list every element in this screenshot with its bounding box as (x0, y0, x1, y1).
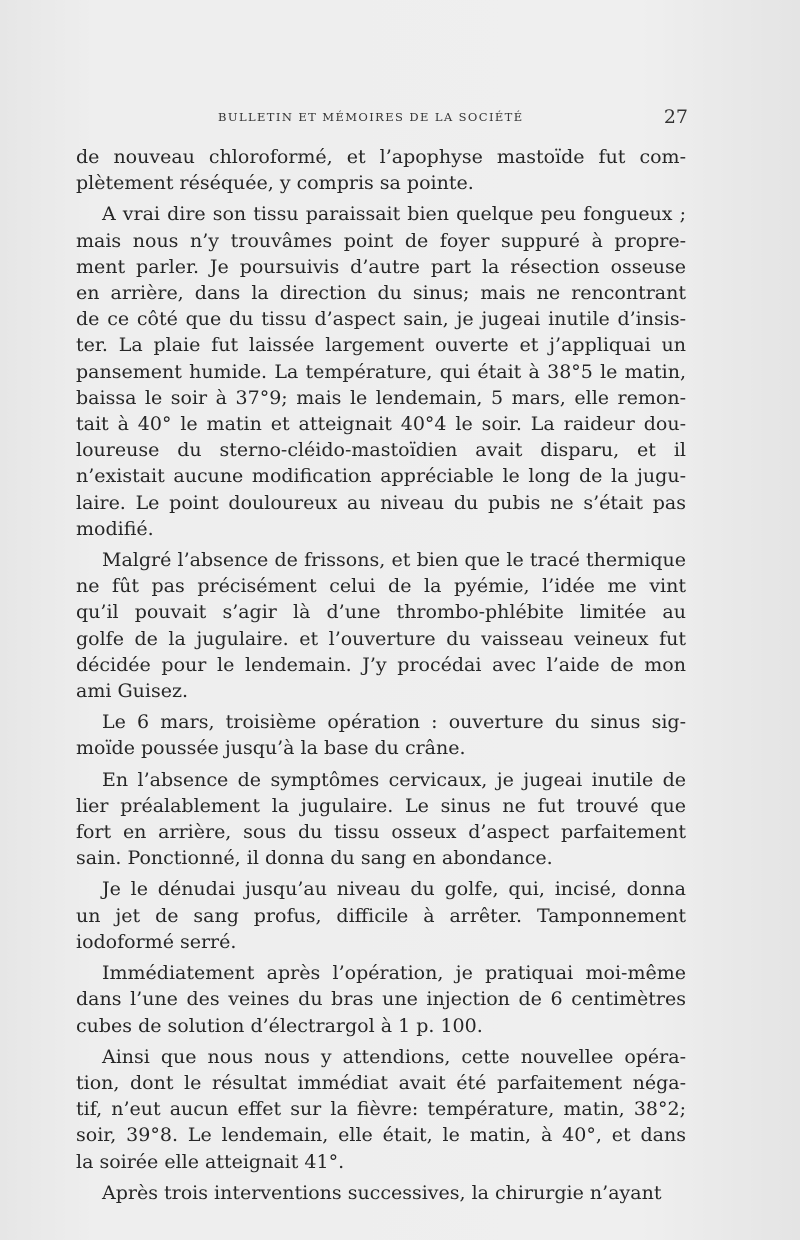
text-line: lier préalablement la jugulaire. Le sinus ne fut trouvé que (76, 794, 686, 817)
text-line: un jet de sang profus, difficile à arrêter. Tamponnement (76, 904, 686, 927)
text-line: moïde poussée jusqu’à la base du crâne. (76, 737, 466, 760)
text-line: cubes de solution d’électrargol à 1 p. 100. (76, 1014, 483, 1037)
text-line: Le 6 mars, troisième opération : ouverture du sinus sig- (102, 711, 686, 734)
text-line: décidée pour le lendemain. J’y procédai avec l’aide de mon (76, 653, 686, 676)
text-line: fort en arrière, sous du tissu osseux d’aspect parfaitement (76, 821, 686, 844)
paragraph (76, 1044, 686, 1175)
page-header (76, 106, 688, 134)
paragraph (76, 960, 686, 1039)
text-line: Après trois interventions successives, la chirurgie n’ayant (102, 1181, 662, 1204)
text-line: sain. Ponctionné, il donna du sang en abondance. (76, 847, 553, 870)
body-text (76, 144, 686, 1211)
text-line: tait à 40° le matin et atteignait 40°4 le soir. La raideur dou- (76, 413, 686, 436)
paragraph (76, 547, 686, 704)
text-line: laire. Le point douloureux au niveau du pubis ne s’était pas (76, 491, 686, 514)
text-line: baissa le soir à 37°9; mais le lendemain, 5 mars, elle remon- (76, 386, 686, 409)
text-line: dans l’une des veines du bras une injection de 6 centimètres (76, 988, 686, 1011)
text-line: en arrière, dans la direction du sinus; mais ne rencontrant (76, 282, 686, 305)
text-line: qu’il pouvait s’agir là d’une thrombo-phlébite limitée au (76, 601, 686, 624)
text-line: loureuse du sterno-cléido-mastoïdien avait disparu, et il (76, 439, 686, 462)
text-line: En l’absence de symptômes cervicaux, je jugeai inutile de (102, 768, 686, 791)
text-line: modifié. (76, 517, 154, 540)
text-line: Ainsi que nous nous y attendions, cette nouvellee opéra- (102, 1045, 686, 1068)
text-line: ne fût pas précisément celui de la pyémie, l’idée me vint (76, 575, 686, 598)
running-title: BULLETIN ET MÉMOIRES DE LA SOCIÉTÉ (218, 110, 524, 124)
paragraph (76, 1180, 686, 1206)
text-line: A vrai dire son tissu paraissait bien quelque peu fongueux ; (102, 203, 686, 226)
text-line: Malgré l’absence de frissons, et bien que le tracé thermique (102, 549, 686, 572)
text-line: n’existait aucune modification appréciable le long de la jugu- (76, 465, 686, 488)
text-line: soir, 39°8. Le lendemain, elle était, le matin, à 40°, et dans (76, 1124, 686, 1147)
text-line: golfe de la jugulaire. et l’ouverture du vaisseau veineux fut (76, 627, 686, 650)
text-line: mais nous n’y trouvâmes point de foyer suppuré à propre- (76, 229, 686, 252)
paragraph (76, 767, 686, 872)
paragraph (76, 876, 686, 955)
text-line: la soirée elle atteignait 41°. (76, 1150, 345, 1173)
text-line: plètement réséquée, y compris sa pointe. (76, 172, 474, 195)
text-line: ami Guisez. (76, 680, 188, 703)
text-line: tif, n’eut aucun effet sur la fièvre: température, matin, 38°2; (76, 1098, 686, 1121)
text-line: ment parler. Je poursuivis d’autre part la résection osseuse (76, 255, 686, 278)
text-line: tion, dont le résultat immédiat avait été parfaitement néga- (76, 1071, 686, 1094)
text-line: de ce côté que du tissu d’aspect sain, je jugeai inutile d’insis- (76, 308, 686, 331)
text-line: ter. La plaie fut laissée largement ouverte et j’appliquai un (76, 334, 686, 357)
text-line: Immédiatement après l’opération, je pratiquai moi-même (102, 962, 686, 985)
paragraph (76, 201, 686, 542)
paragraph (76, 709, 686, 761)
text-line: de nouveau chloroformé, et l’apophyse mastoïde fut com- (76, 146, 686, 168)
text-line: pansement humide. La température, qui était à 38°5 le matin, (76, 360, 686, 383)
text-line: iodoformé serré. (76, 930, 237, 953)
paragraph (76, 144, 686, 196)
text-line: Je le dénudai jusqu’au niveau du golfe, qui, incisé, donna (102, 878, 686, 901)
page-number: 27 (663, 106, 688, 128)
